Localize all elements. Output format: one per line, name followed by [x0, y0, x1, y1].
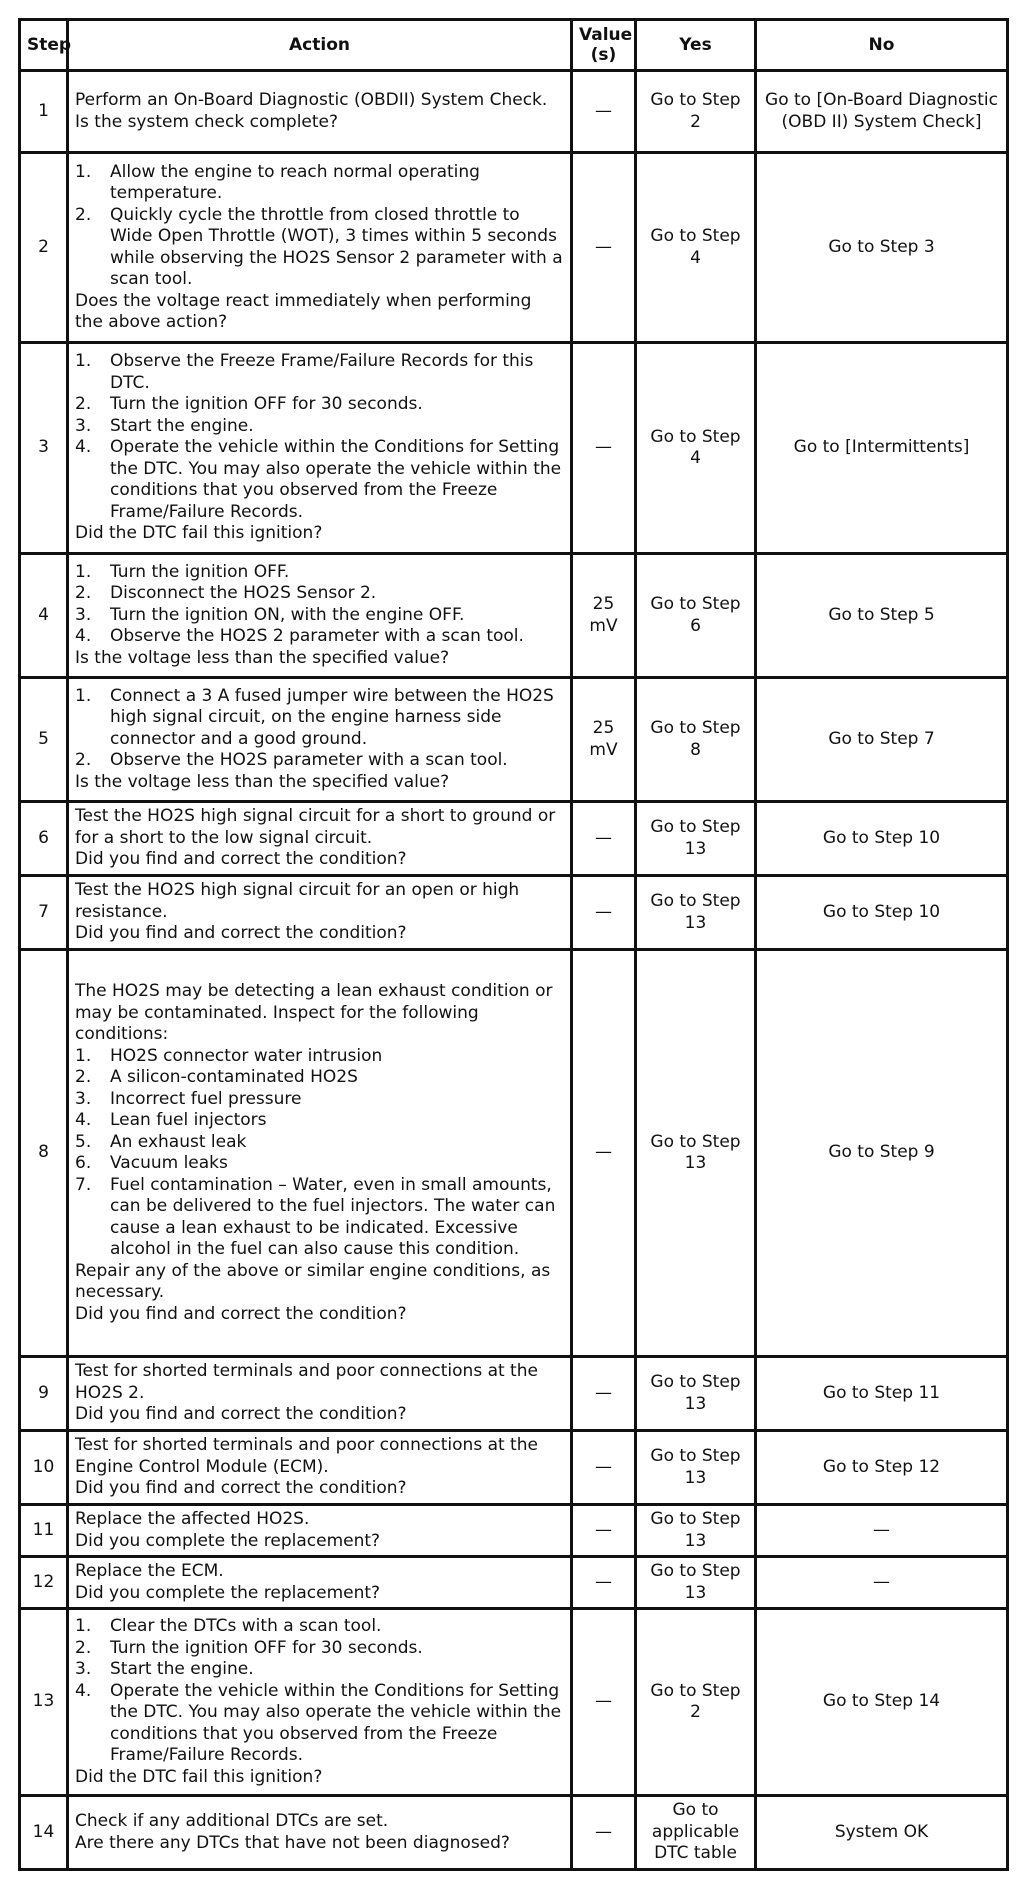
- table-row: [20, 950, 1008, 1357]
- yes-cell: Go to Step 4: [636, 153, 756, 343]
- no-cell: —: [756, 1505, 1008, 1557]
- step-number: 9: [20, 1357, 68, 1431]
- action-text: Did you find and correct the condition?: [75, 1478, 407, 1499]
- yes-cell: Go to Step 13: [636, 1431, 756, 1505]
- list-text: Turn the ignition OFF.: [110, 561, 290, 582]
- no-cell: Go to Step 10: [756, 876, 1008, 950]
- list-number: 1.: [75, 561, 92, 582]
- list-number: 1.: [75, 1616, 92, 1636]
- list-text: Clear the DTCs with a scan tool.: [110, 1616, 382, 1636]
- action-cell: [68, 1557, 572, 1609]
- list-number: 3.: [75, 415, 92, 436]
- header-step: Step: [20, 20, 68, 71]
- action-list-item: [75, 1067, 564, 1089]
- action-cell: [68, 876, 572, 950]
- action-text: Test the HO2S high signal circuit for a short to ground or for a short to the low signal circuit.: [75, 806, 556, 848]
- list-number: 2.: [75, 394, 92, 415]
- list-number: 1.: [75, 1045, 92, 1066]
- action-list-item: [75, 1089, 564, 1111]
- list-text: HO2S connector water intrusion: [110, 1045, 383, 1066]
- diagnostic-table: [18, 18, 1009, 1871]
- step-number: 4: [20, 554, 68, 678]
- no-cell: Go to Step 9: [756, 950, 1008, 1357]
- no-cell: Go to [On-Board Diagnostic (OBD II) System Check]: [756, 71, 1008, 153]
- list-text: Vacuum leaks: [110, 1153, 228, 1173]
- header-row: [20, 20, 1008, 71]
- yes-cell: Go to Step 13: [636, 1557, 756, 1609]
- value-cell: —: [572, 343, 636, 554]
- yes-cell: Go to Step 13: [636, 802, 756, 876]
- list-number: 3.: [75, 604, 92, 625]
- action-text: Did you find and correct the condition?: [75, 923, 407, 944]
- action-cell: [68, 678, 572, 802]
- action-text: Did you complete the replacement?: [75, 1530, 381, 1551]
- step-number: 10: [20, 1431, 68, 1505]
- action-text: Did you complete the replacement?: [75, 1582, 381, 1603]
- action-text: Did you find and correct the condition?: [75, 1404, 407, 1425]
- list-text: Operate the vehicle within the Conditions for Setting the DTC. You may also operate the vehicle within the conditions that you observed from the Freeze Frame/Failure Records.: [110, 437, 562, 522]
- list-text: Turn the ignition OFF for 30 seconds.: [110, 394, 423, 415]
- action-list-item: [75, 205, 564, 291]
- action-list-item: [75, 394, 564, 416]
- action-question: Is the voltage less than the specified value?: [75, 771, 450, 792]
- table-row: [20, 1557, 1008, 1609]
- action-cell: [68, 950, 572, 1357]
- action-cell: [68, 71, 572, 153]
- table-row: [20, 1357, 1008, 1431]
- list-text: Fuel contamination – Water, even in small amounts, can be delivered to the fuel injectors. The water can cause a lean exhaust to be indicated. Excessive alcohol in the fuel can also cause this condition.: [110, 1174, 556, 1259]
- no-cell: Go to Step 10: [756, 802, 1008, 876]
- step-number: 6: [20, 802, 68, 876]
- action-question: Does the voltage react immediately when performing the above action?: [75, 290, 532, 332]
- action-list-item: [75, 750, 564, 772]
- table-row: [20, 1505, 1008, 1557]
- action-question: Is the voltage less than the specified value?: [75, 647, 450, 668]
- table-row: [20, 1609, 1008, 1796]
- table-row: [20, 153, 1008, 343]
- list-number: 6.: [75, 1153, 92, 1173]
- action-text: Are there any DTCs that have not been diagnosed?: [75, 1832, 510, 1853]
- list-number: 3.: [75, 1088, 92, 1109]
- list-text: Allow the engine to reach normal operating temperature.: [110, 161, 480, 203]
- action-text: Is the system check complete?: [75, 111, 339, 132]
- action-list-item: [75, 562, 564, 584]
- action-list-item: [75, 1153, 564, 1175]
- yes-cell: Go to Step 2: [636, 71, 756, 153]
- action-list-item: [75, 1046, 564, 1068]
- action-text: Test for shorted terminals and poor connections at the HO2S 2.: [75, 1361, 538, 1403]
- action-question: Did the DTC fail this ignition?: [75, 1766, 323, 1787]
- list-text: Start the engine.: [110, 1659, 254, 1679]
- table-row: [20, 1431, 1008, 1505]
- table-row: [20, 71, 1008, 153]
- action-list-item: [75, 351, 564, 394]
- table-row: [20, 678, 1008, 802]
- action-cell: [68, 1609, 572, 1796]
- list-number: 7.: [75, 1174, 92, 1195]
- action-text: Test the HO2S high signal circuit for an open or high resistance.: [75, 880, 520, 922]
- list-number: 4.: [75, 437, 92, 458]
- no-cell: Go to Step 14: [756, 1609, 1008, 1796]
- value-cell: 25 mV: [572, 554, 636, 678]
- no-cell: Go to Step 11: [756, 1357, 1008, 1431]
- yes-cell: Go to Step 13: [636, 876, 756, 950]
- list-text: Observe the Freeze Frame/Failure Records for this DTC.: [110, 351, 534, 393]
- action-question: Repair any of the above or similar engine conditions, as necessary.: [75, 1260, 551, 1302]
- list-text: Quickly cycle the throttle from closed throttle to Wide Open Throttle (WOT), 3 times within 5 seconds while observing the HO2S Sensor 2 parameter with a scan tool.: [110, 204, 563, 289]
- action-list-item: [75, 626, 564, 648]
- step-number: 13: [20, 1609, 68, 1796]
- action-text: Check if any additional DTCs are set.: [75, 1811, 389, 1831]
- yes-cell: Go to Step 13: [636, 1505, 756, 1557]
- action-list-item: [75, 605, 564, 627]
- no-cell: Go to Step 5: [756, 554, 1008, 678]
- list-number: 2.: [75, 1637, 92, 1658]
- list-text: Start the engine.: [110, 415, 254, 436]
- list-text: Disconnect the HO2S Sensor 2.: [110, 583, 377, 604]
- header-action: Action: [68, 20, 572, 71]
- value-cell: —: [572, 1357, 636, 1431]
- value-cell: —: [572, 1431, 636, 1505]
- list-number: 2.: [75, 583, 92, 604]
- header-yes: Yes: [636, 20, 756, 71]
- step-number: 3: [20, 343, 68, 554]
- value-cell: —: [572, 153, 636, 343]
- list-text: Connect a 3 A fused jumper wire between the HO2S high signal circuit, on the engine harness side connector and a good ground.: [110, 685, 554, 749]
- list-number: 4.: [75, 1680, 92, 1701]
- yes-cell: Go to Step 13: [636, 1357, 756, 1431]
- list-number: 4.: [75, 1110, 92, 1130]
- list-number: 5.: [75, 1131, 92, 1152]
- action-list-item: [75, 1110, 564, 1132]
- action-question: Did you find and correct the condition?: [75, 1303, 407, 1324]
- list-text: An exhaust leak: [110, 1131, 247, 1152]
- header-no: No: [756, 20, 1008, 71]
- action-cell: [68, 343, 572, 554]
- action-text: Did you find and correct the condition?: [75, 849, 407, 870]
- table-body: [20, 71, 1008, 1870]
- list-text: Observe the HO2S 2 parameter with a scan tool.: [110, 626, 524, 647]
- action-cell: [68, 1505, 572, 1557]
- no-cell: —: [756, 1557, 1008, 1609]
- value-cell: —: [572, 876, 636, 950]
- step-number: 14: [20, 1796, 68, 1870]
- list-text: Lean fuel injectors: [110, 1110, 267, 1130]
- action-cell: [68, 554, 572, 678]
- yes-cell: Go to Step 13: [636, 950, 756, 1357]
- yes-cell: Go to Step 8: [636, 678, 756, 802]
- action-list-item: [75, 1681, 564, 1767]
- list-text: Observe the HO2S parameter with a scan tool.: [110, 750, 508, 771]
- list-number: 1.: [75, 351, 92, 372]
- action-cell: [68, 802, 572, 876]
- list-text: A silicon-contaminated HO2S: [110, 1067, 358, 1087]
- list-text: Turn the ignition OFF for 30 seconds.: [110, 1637, 423, 1658]
- no-cell: Go to Step 3: [756, 153, 1008, 343]
- table-row: [20, 802, 1008, 876]
- list-number: 2.: [75, 1067, 92, 1087]
- list-number: 2.: [75, 750, 92, 771]
- step-number: 11: [20, 1505, 68, 1557]
- value-cell: —: [572, 1609, 636, 1796]
- action-list-item: [75, 1175, 564, 1261]
- list-number: 3.: [75, 1659, 92, 1679]
- yes-cell: Go to Step 4: [636, 343, 756, 554]
- action-list-item: [75, 416, 564, 438]
- action-list-item: [75, 1659, 564, 1681]
- action-text: Replace the affected HO2S.: [75, 1509, 310, 1529]
- yes-cell: Go to applicable DTC table: [636, 1796, 756, 1870]
- action-text: Test for shorted terminals and poor connections at the Engine Control Module (ECM).: [75, 1435, 538, 1477]
- yes-cell: Go to Step 2: [636, 1609, 756, 1796]
- header-value: Value (s): [572, 20, 636, 71]
- action-list-item: [75, 686, 564, 751]
- value-cell: —: [572, 1557, 636, 1609]
- list-number: 1.: [75, 685, 92, 706]
- action-cell: [68, 1796, 572, 1870]
- value-cell: —: [572, 1796, 636, 1870]
- value-cell: —: [572, 802, 636, 876]
- list-text: Incorrect fuel pressure: [110, 1088, 302, 1109]
- yes-cell: Go to Step 6: [636, 554, 756, 678]
- action-list-item: [75, 1132, 564, 1154]
- list-number: 2.: [75, 204, 92, 225]
- list-text: Operate the vehicle within the Conditions for Setting the DTC. You may also operate the vehicle within the conditions that you observed from the Freeze Frame/Failure Records.: [110, 1680, 562, 1765]
- value-cell: —: [572, 950, 636, 1357]
- action-cell: [68, 1431, 572, 1505]
- action-list-item: [75, 1638, 564, 1660]
- action-text: Perform an On-Board Diagnostic (OBDII) System Check.: [75, 90, 548, 110]
- action-question: Did the DTC fail this ignition?: [75, 523, 323, 544]
- value-cell: 25 mV: [572, 678, 636, 802]
- step-number: 1: [20, 71, 68, 153]
- action-text: The HO2S may be detecting a lean exhaust condition or may be contaminated. Inspect for the following conditions:: [75, 981, 553, 1044]
- action-list-item: [75, 162, 564, 205]
- list-text: Turn the ignition ON, with the engine OFF.: [110, 604, 465, 625]
- step-number: 2: [20, 153, 68, 343]
- list-number: 4.: [75, 626, 92, 647]
- step-number: 5: [20, 678, 68, 802]
- action-cell: [68, 1357, 572, 1431]
- action-list-item: [75, 437, 564, 523]
- list-number: 1.: [75, 161, 92, 182]
- step-number: 7: [20, 876, 68, 950]
- step-number: 8: [20, 950, 68, 1357]
- no-cell: Go to [Intermittents]: [756, 343, 1008, 554]
- value-cell: —: [572, 71, 636, 153]
- step-number: 12: [20, 1557, 68, 1609]
- action-cell: [68, 153, 572, 343]
- value-cell: —: [572, 1505, 636, 1557]
- action-text: Replace the ECM.: [75, 1561, 224, 1581]
- action-list-item: [75, 583, 564, 605]
- table-row: [20, 876, 1008, 950]
- table-row: [20, 343, 1008, 554]
- action-list-item: [75, 1616, 564, 1638]
- no-cell: System OK: [756, 1796, 1008, 1870]
- table-row: [20, 554, 1008, 678]
- no-cell: Go to Step 12: [756, 1431, 1008, 1505]
- no-cell: Go to Step 7: [756, 678, 1008, 802]
- table-row: [20, 1796, 1008, 1870]
